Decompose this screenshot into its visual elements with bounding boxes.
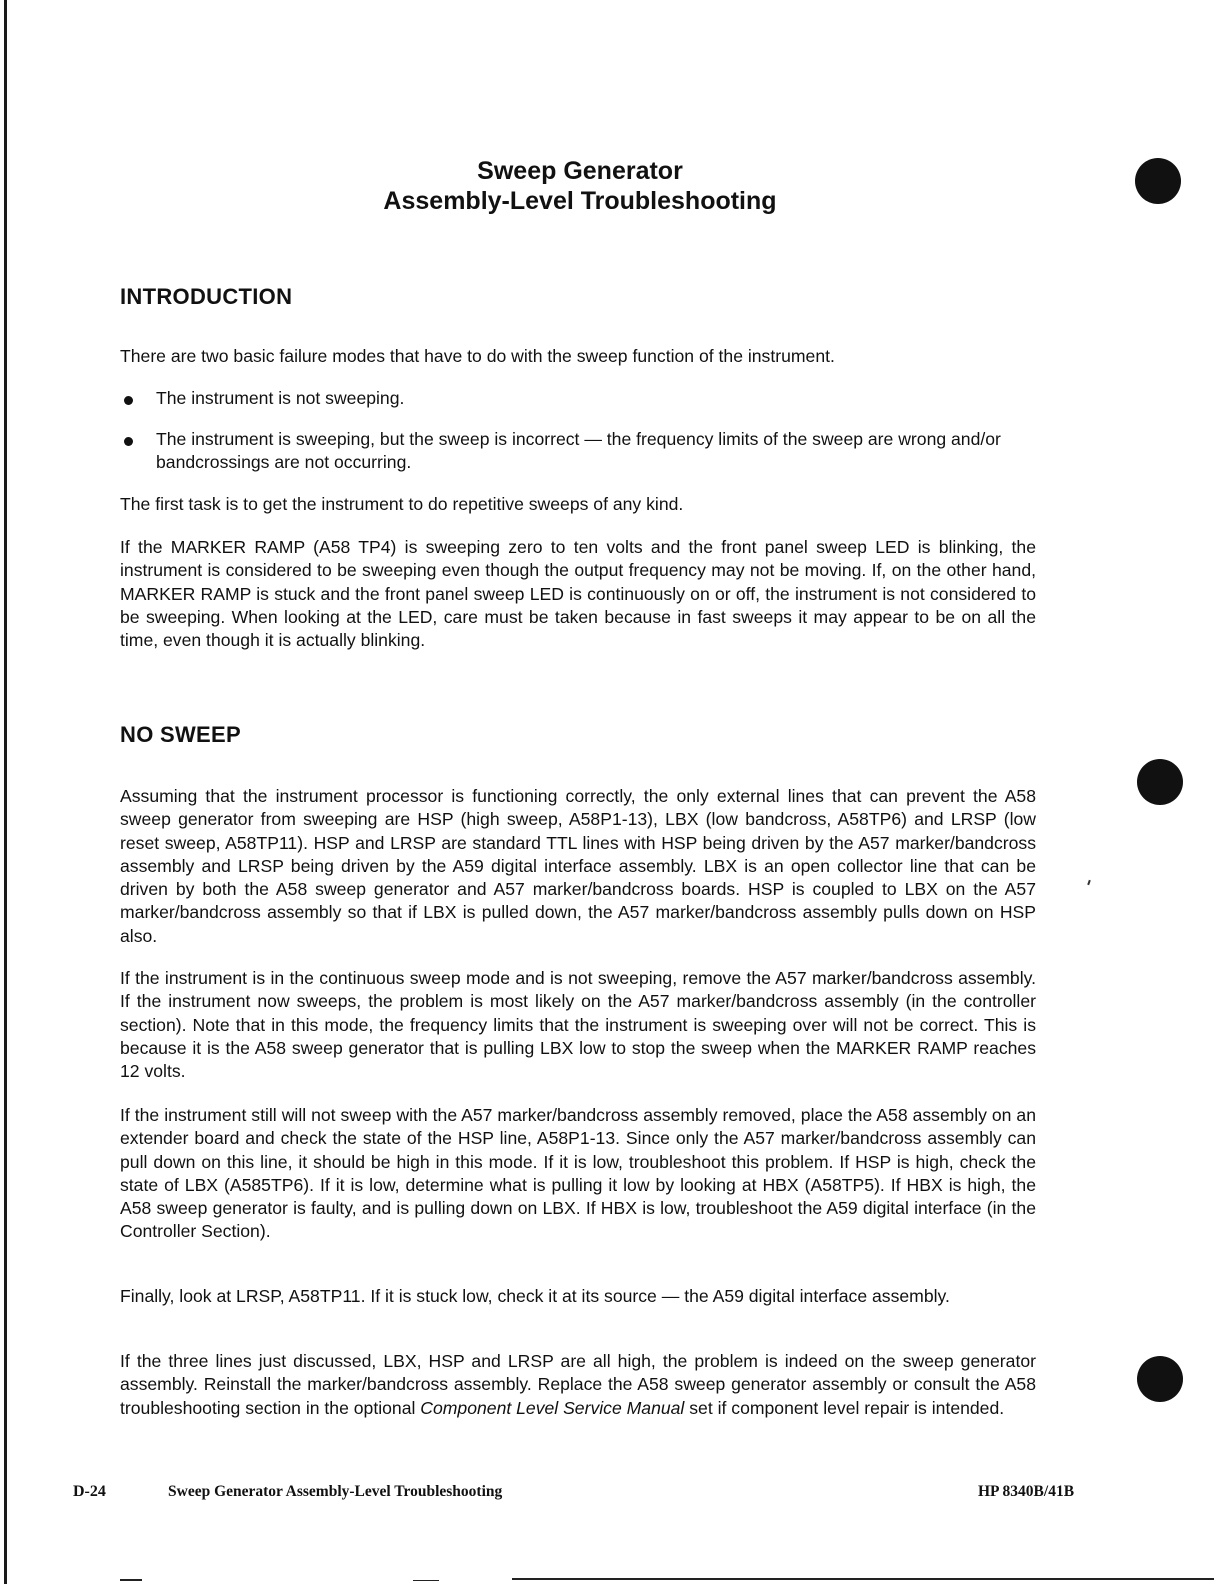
introduction-heading: INTRODUCTION [120,284,293,309]
paragraph-text: set if component level repair is intended. [684,1397,1005,1418]
scan-artifact-line [413,1580,439,1581]
scan-artifact-line [120,1579,142,1581]
page-title-line1: Sweep Generator [477,157,683,185]
bullet-icon [124,437,133,446]
no-sweep-paragraph-5 [120,1350,1036,1420]
page-title [120,156,1040,216]
no-sweep-paragraph-2: If the instrument is in the continuous sweep mode and is not sweeping, remove the A57 marker/bandcross assembly. If the instrument now sweeps, the problem is most likely on the A57 marker/bandcross assembly (in the controller section). Note that in this mode, the frequency limits that the instrument is sweeping over will not be correct. This is because it is the A58 sweep generator that is pulling LBX low to stop the sweep when the MARKER RAMP reaches 12 volts. [120,968,1036,1082]
bullet-item [120,387,1036,410]
binding-edge [4,0,7,1584]
manual-title: Component Level Service Manual [420,1397,685,1418]
paragraph-text: If the three lines just discussed, LBX, HSP and LRSP are all high, the problem is indeed on the sweep generator assembly. Reinstall the marker/bandcross assembly. Replace the A58 sweep generator assembly or consult the A58 troubleshooting section in the optional [120,1351,1036,1418]
punch-hole [1137,1356,1183,1402]
bullet-text: The instrument is sweeping, but the sweep is incorrect — the frequency limits of the sweep are wrong and/or bandcrossings are not occurring. [156,429,1001,473]
intro-paragraph-2: The first task is to get the instrument to do repetitive sweeps of any kind. [120,494,684,514]
punch-hole [1137,759,1183,805]
bullet-text: The instrument is not sweeping. [156,388,405,408]
footer-page-number: D-24 [73,1483,106,1500]
intro-paragraph-3: If the MARKER RAMP (A58 TP4) is sweeping zero to ten volts and the front panel sweep LED is blinking, the instrument is considered to be sweeping even though the output frequency may not be moving. If, on the other hand, MARKER RAMP is stuck and the front panel sweep LED is continuously on or off, the instrument is not considered to be sweeping. When looking at the LED, care must be taken because in fast sweeps it may appear to be on all the time, even though it is actually blinking. [120,537,1036,651]
intro-paragraph-1: There are two basic failure modes that have to do with the sweep function of the instrument. [120,346,835,366]
no-sweep-heading: NO SWEEP [120,722,241,747]
no-sweep-paragraph-1: Assuming that the instrument processor is functioning correctly, the only external lines that can prevent the A58 sweep generator from sweeping are HSP (high sweep, A58P1-13), LBX (low bandcross, A58TP6) and LRSP (low reset sweep, A58TP11). HSP and LRSP are standard TTL lines with HSP being driven by the A57 marker/bandcross assembly and LRSP being driven by the A59 digital interface assembly. LBX is an open collector line that can be driven by both the A58 sweep generator and A57 marker/bandcross boards. HSP is coupled to LBX on the A57 marker/bandcross assembly so that if LBX is pulled down, the A57 marker/bandcross assembly pulls down on HSP also. [120,786,1036,946]
footer-title: Sweep Generator Assembly-Level Troubleshooting [168,1483,503,1500]
no-sweep-paragraph-3: If the instrument still will not sweep with the A57 marker/bandcross assembly removed, place the A58 assembly on an extender board and check the state of the HSP line, A58P1-13. Since only the A57 marker/bandcross assembly can pull down on this line, it should be high in this mode. If it is low, troubleshoot this problem. If HSP is high, check the state of LBX (A585TP6). If it is low, determine what is pulling it low by looking at HBX (A58TP5). If HBX is high, the A58 sweep generator is faulty, and is pulling down on LBX. If HBX is low, troubleshoot the A59 digital interface (in the Controller Section). [120,1105,1036,1242]
bullet-icon [124,396,133,405]
footer-model: HP 8340B/41B [978,1483,1075,1500]
no-sweep-paragraph-4: Finally, look at LRSP, A58TP11. If it is stuck low, check it at its source — the A59 digital interface assembly. [120,1286,950,1306]
bullet-item [120,428,1036,475]
scan-speck [1087,880,1091,885]
punch-hole [1135,158,1181,204]
page-title-line2: Assembly-Level Troubleshooting [383,187,777,215]
scan-artifact-line [512,1578,1214,1580]
